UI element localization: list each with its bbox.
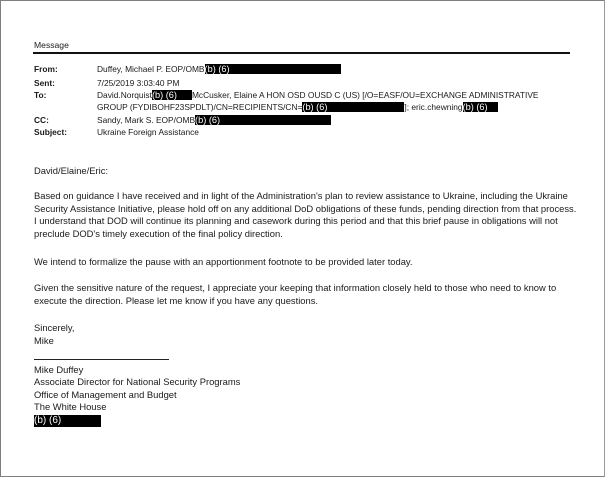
header-subject-label: Subject: bbox=[34, 127, 68, 137]
signature-name: Mike Duffey bbox=[34, 364, 84, 375]
signature-divider bbox=[34, 359, 169, 360]
redaction-box: (b) (6) bbox=[195, 115, 331, 125]
signature-office: Office of Management and Budget bbox=[34, 389, 177, 400]
header-to-label: To: bbox=[34, 90, 47, 100]
header-sent-value: 7/25/2019 3:03:40 PM bbox=[97, 78, 180, 88]
header-cc-value bbox=[97, 115, 331, 125]
redaction-box: (b) (6) bbox=[152, 90, 192, 100]
header-from-value bbox=[97, 64, 341, 74]
email-greeting: David/Elaine/Eric: bbox=[34, 165, 108, 176]
cc-recipient: Sandy, Mark S. EOP/OMB bbox=[97, 115, 196, 125]
header-from-label: From: bbox=[34, 64, 58, 74]
to-recipient-2-cont: GROUP (FYDIBOHF23SPDLT)/CN=RECIPIENTS/CN= bbox=[97, 102, 303, 112]
email-paragraph-1: Based on guidance I have received and in light of the Administration's plan to review assistance to Ukraine, including the Ukraine Security Assistance Initiative, please hold off on any additional DoD obligations of these funds, pending direction from that process. I understand that DOD will continue its planning and casework during this period and that this brief pause in obligations will not preclude DOD's timely execution of the final policy direction. bbox=[34, 190, 577, 239]
signature-redaction-row bbox=[34, 415, 101, 427]
header-subject-value: Ukraine Foreign Assistance bbox=[97, 127, 199, 137]
from-sender: Duffey, Michael P. EOP/OMB bbox=[97, 64, 205, 74]
header-to-line1 bbox=[97, 90, 539, 100]
message-label: Message bbox=[34, 40, 69, 50]
redaction-box: (b) (6) bbox=[34, 415, 101, 427]
to-recipient-2: McCusker, Elaine A HON OSD OUSD C (US) [/O=EASF/OU=EXCHANGE ADMINISTRATIVE bbox=[191, 90, 539, 100]
email-closing-name: Mike bbox=[34, 335, 54, 346]
redaction-box: (b) (6) bbox=[302, 102, 404, 112]
header-divider bbox=[33, 52, 570, 54]
email-paragraph-2: We intend to formalize the pause with an apportionment footnote to be provided later today. bbox=[34, 256, 413, 267]
to-recipient-1: David.Norquist bbox=[97, 90, 152, 100]
header-to-line2 bbox=[97, 102, 498, 112]
email-paragraph-3: Given the sensitive nature of the request, I appreciate your keeping that information closely held to those who need to know to execute the direction. Please let me know if you have any questions. bbox=[34, 282, 557, 306]
signature-title: Associate Director for National Security Programs bbox=[34, 376, 241, 387]
email-closing: Sincerely, bbox=[34, 322, 75, 333]
signature-org: The White House bbox=[34, 401, 107, 412]
redaction-box: (b) (6) bbox=[205, 64, 341, 74]
header-cc-label: CC: bbox=[34, 115, 49, 125]
redaction-box: (b) (6) bbox=[463, 102, 498, 112]
to-recipient-3: ]; eric.chewning bbox=[404, 102, 463, 112]
header-sent-label: Sent: bbox=[34, 78, 55, 88]
